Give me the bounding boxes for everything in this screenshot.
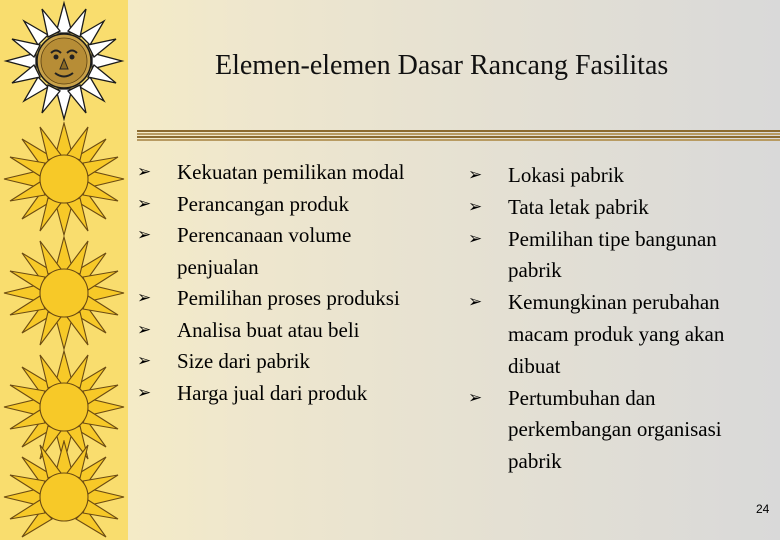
bullet-text: Tata letak pabrik	[508, 194, 649, 219]
arrow-bullet-icon: ➢	[468, 165, 483, 185]
bullet-text: Pemilihan proses produksi	[177, 286, 400, 310]
left-bullet-list	[137, 157, 437, 409]
slide-number: 24	[756, 502, 770, 516]
bullet-text: Analisa buat atau beli	[177, 317, 360, 342]
list-item	[468, 383, 768, 478]
bullet-text: Harga jual dari produk	[177, 380, 368, 405]
sun-icon	[0, 236, 128, 350]
bullet-text: Size dari pabrik	[177, 349, 310, 373]
list-item	[137, 157, 437, 189]
arrow-bullet-icon: ➢	[137, 288, 152, 308]
arrow-bullet-icon: ➢	[468, 196, 483, 217]
list-item	[137, 220, 437, 283]
slide-title: Elemen-elemen Dasar Rancang Fasilitas	[215, 50, 669, 81]
arrow-bullet-icon: ➢	[468, 292, 483, 313]
arrow-bullet-icon: ➢	[468, 228, 483, 249]
list-item	[468, 224, 768, 288]
bullet-text: Perencanaan volume penjualan	[177, 223, 352, 279]
title-divider	[137, 130, 780, 142]
arrow-bullet-icon: ➢	[468, 387, 483, 408]
bullet-text: Lokasi pabrik	[508, 163, 625, 187]
list-item	[468, 287, 768, 382]
list-item	[137, 346, 437, 378]
list-item	[137, 315, 437, 347]
sun-icon	[0, 122, 128, 236]
arrow-bullet-icon: ➢	[137, 351, 152, 371]
arrow-bullet-icon: ➢	[137, 319, 152, 340]
arrow-bullet-icon: ➢	[137, 193, 152, 214]
list-item	[137, 283, 437, 315]
bullet-text: Pertumbuhan dan perkembangan organisasi pabrik	[508, 385, 722, 474]
list-item	[137, 189, 437, 221]
list-item	[137, 378, 437, 410]
bullet-text: Kemungkinan perubahan macam produk yang akan dibuat	[508, 290, 725, 378]
bullet-text: Kekuatan pemilikan modal	[177, 160, 405, 184]
right-bullet-list	[468, 160, 768, 478]
sun-face-icon	[0, 0, 128, 122]
arrow-bullet-icon: ➢	[137, 382, 152, 403]
list-item	[468, 192, 768, 224]
list-item	[468, 160, 768, 192]
bullet-text: Perancangan produk	[177, 191, 350, 216]
sun-icon	[0, 440, 128, 540]
arrow-bullet-icon: ➢	[137, 162, 152, 182]
bullet-text: Pemilihan tipe bangunan pabrik	[508, 226, 717, 283]
arrow-bullet-icon: ➢	[137, 225, 152, 245]
